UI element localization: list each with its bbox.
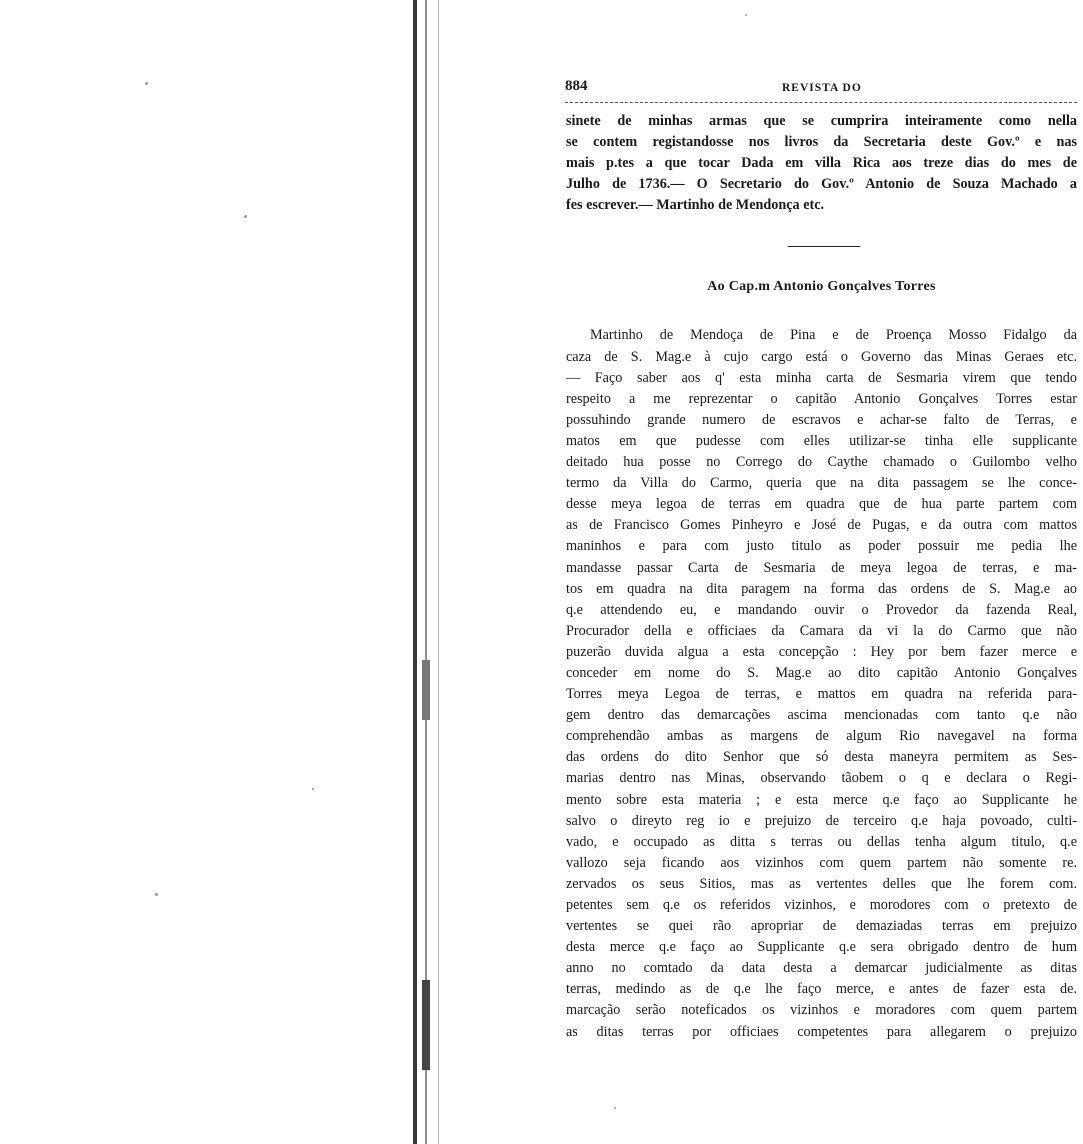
- text-line: terras, medindo as de q.e lhe faço merce, e antes de fazer esta de.: [566, 981, 1077, 998]
- text-line: se contem registandosse nos livros da Secretaria deste Gov.º e nas: [566, 134, 1077, 151]
- text-line: — Faço saber aos q' esta minha carta de Sesmaria virem que tendo: [566, 369, 1077, 386]
- paragraph-closing-decree: [560, 111, 1077, 216]
- text-line: caza de S. Mag.e à cujo cargo está o Governo das Minas Geraes etc.: [566, 348, 1077, 365]
- text-line: tos em quadra na dita paragem na forma das ordens de S. Mag.e ao: [566, 580, 1077, 597]
- text-line: mento sobre esta materia ; e esta merce q.e faço ao Supplicante he: [566, 791, 1077, 808]
- text-line: marias dentro nas Minas, observando tãobem o q e declara o Regi-: [566, 770, 1077, 787]
- header-rule: [565, 102, 1077, 103]
- page-number: 884: [565, 78, 588, 94]
- text-line: vertentes se quei rão apropriar de demaziadas terras em prejuizo: [566, 918, 1077, 935]
- paper-speck: [145, 82, 148, 85]
- text-line: petentes sem q.e os referidos vizinhos, e morodores com o pretexto de: [566, 897, 1077, 913]
- text-line: marcação serão noteficados os vizinhos e moradores com quem partem: [566, 1002, 1077, 1019]
- paper-speck: [155, 893, 158, 896]
- text-line: Martinho de Mendoça de Pina e de Proença Mosso Fidalgo da: [590, 327, 1077, 344]
- running-head: REVISTA DO: [782, 82, 862, 94]
- text-line: vallozo seja ficando aos vizinhos com quem partem não somente re.: [566, 854, 1077, 871]
- text-line: Julho de 1736.— O Secretario do Gov.º Antonio de Souza Machado a: [566, 176, 1077, 193]
- text-line: conceder em nome do S. Mag.e ao dito capitão Antonio Gonçalves: [566, 664, 1077, 681]
- paper-speck: [745, 14, 747, 16]
- gutter-mark: [422, 980, 430, 1070]
- text-line: vado, e occupado as ditta s terras ou dellas tenha algum titulo, q.e: [566, 833, 1077, 850]
- text-line: gem dentro das demarcações ascima mencionadas com tanto q.e não: [566, 707, 1077, 724]
- text-line: zervados os seus Sitios, mas as vertentes delles que lhe forem com.: [566, 875, 1077, 892]
- text-line: fes escrever.— Martinho de Mendonça etc.: [566, 197, 825, 214]
- paper-speck: [614, 1107, 616, 1109]
- text-line: anno no comtado da data desta a demarcar judicialmente as ditas: [566, 960, 1077, 977]
- text-line: q.e attendendo eu, e mandando ouvir o Provedor da fazenda Real,: [566, 601, 1077, 618]
- text-line: puzerão duvida algua a esta concepção : Hey por bem fazer merce e: [566, 643, 1077, 660]
- book-page: [560, 76, 1077, 1043]
- text-line: termo da Villa do Carmo, queria que na dita passagem se lhe conce-: [566, 475, 1077, 492]
- gutter-shadow: [413, 0, 417, 1144]
- text-line: desta merce q.e faço ao Supplicante q.e sera obrigado dentro de hum: [566, 939, 1077, 956]
- paper-speck: [244, 215, 247, 218]
- text-line: deitado hua posse no Corrego do Caythe chamado o Guilombo velho: [566, 454, 1077, 471]
- paragraph-sesmaria-letter: [560, 325, 1077, 1042]
- text-line: matos em que pudesse com elles utilizar-se tinha elle supplicante: [566, 432, 1077, 449]
- gutter-fold: [425, 0, 427, 1144]
- text-line: as de Francisco Gomes Pinheyro e José de Pugas, e da outra com mattos: [566, 517, 1077, 534]
- text-line: mandasse passar Carta de Sesmaria de meya legoa de terras, e ma-: [566, 559, 1077, 576]
- text-line: sinete de minhas armas que se cumprira inteiramente como nella: [566, 113, 1077, 129]
- book-gutter: [408, 0, 448, 1144]
- text-line: comprehendão ambas as margens de algum Rio navegavel na forma: [566, 728, 1077, 745]
- gutter-edge: [438, 0, 439, 1144]
- text-line: possuhindo grande numero de escravos e achar-se falto de Terras, e: [566, 411, 1077, 428]
- text-line: das ordens do dito Senhor que só desta maneyra permitem as Ses-: [566, 749, 1077, 766]
- text-line: Procurador della e officiaes da Camara da vi la do Carmo que não: [566, 622, 1077, 639]
- text-line: desse meya legoa de terras em quadra que de hua parte partem com: [566, 496, 1077, 513]
- text-line: respeito a me reprezentar o capitão Antonio Gonçalves Torres estar: [566, 390, 1077, 407]
- gutter-mark: [422, 660, 430, 720]
- text-line: mais p.tes a que tocar Dada em villa Rica aos treze dias do mes de: [566, 155, 1077, 172]
- text-line: as ditas terras por officiaes competentes para allegarem o prejuizo: [566, 1023, 1077, 1040]
- paper-speck: [312, 788, 314, 790]
- section-title: Ao Cap.m Antonio Gonçalves Torres: [707, 279, 936, 295]
- text-line: maninhos e para com justo titulo as poder possuir me pedia lhe: [566, 538, 1077, 555]
- text-line: Torres meya Legoa de terras, e mattos em quadra na referida para-: [566, 686, 1077, 703]
- section-divider: [788, 246, 860, 247]
- text-line: salvo o direyto reg io e prejuizo de terceiro q.e haja povoado, culti-: [566, 812, 1077, 829]
- page-header: [560, 76, 1077, 102]
